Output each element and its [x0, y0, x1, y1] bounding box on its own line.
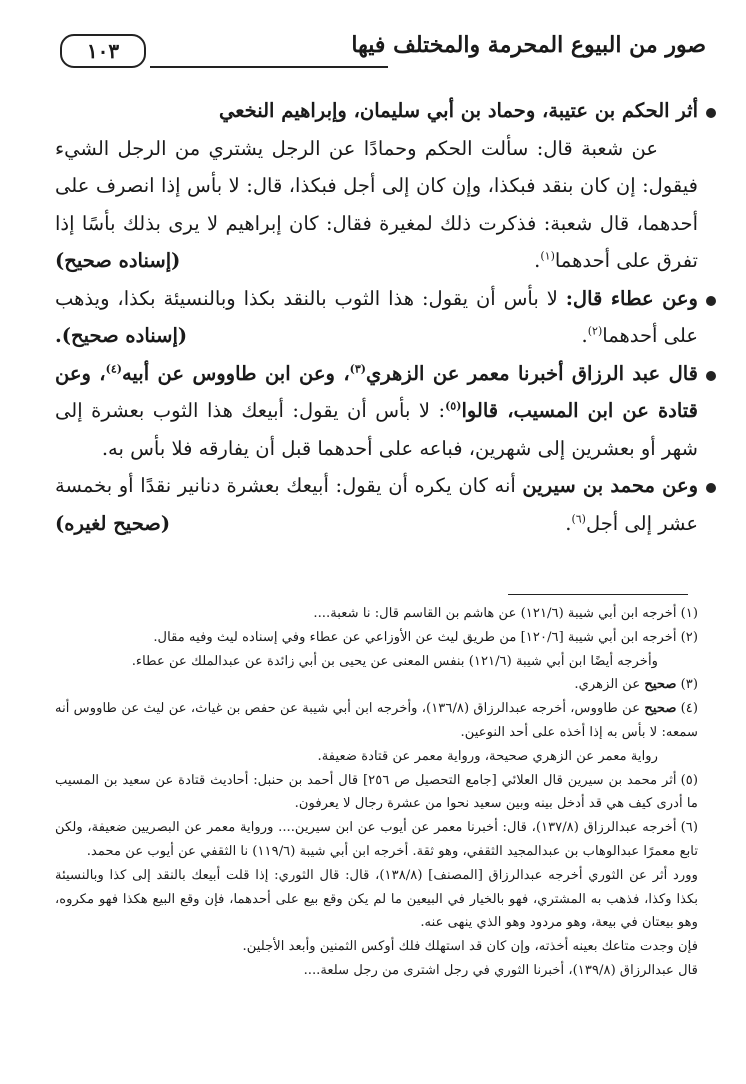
page-number-badge	[60, 34, 146, 68]
footnote-ref: (٥)	[445, 399, 462, 413]
footnote-continuation: فإن وجدت متاعك بعينه أخذته، وإن كان قد استهلك فلك أوكس الثمنين وأبعد الأجلين.	[242, 939, 698, 955]
lead-text: وعن محمد بن سيرين	[522, 474, 698, 497]
footnote-number: (٤)	[680, 701, 698, 717]
footnote-continuation: رواية معمر عن الزهري صحيحة، ورواية معمر عن قتادة ضعيفة.	[317, 748, 658, 764]
main-text	[55, 92, 698, 542]
footnote-number: (١)	[680, 606, 698, 621]
paragraph-text: لا بأس أن يقول: هذا الثوب بالنقد بكذا وبالنسيئة بكذا، ويذهب على أحدهما	[55, 286, 698, 347]
section-hakam	[55, 92, 698, 280]
bullet-icon	[706, 296, 716, 306]
lead-text: قال عبد الرزاق أخبرنا معمر عن الزهري	[366, 361, 699, 385]
footnote-number: (٥)	[680, 772, 698, 788]
footnote-continuation: وورد أثر عن الثوري أخرجه عبدالرزاق [المصنف] (١٣٨/٨)، قال: قال الثوري: إذا قلت أبيعك بالنقد إلى كذا وبالنسيئة بكذا وكذا، فذهب به المشتري، فهو بالخيار في البيعين ما لم يكن وقع بيع على أحدهما، فإن وقع البيع هكذا فهو مكروه، وهو بيعتان في بيعة، وهو مردود وهو الذي ينهى عنه.	[55, 867, 699, 931]
footnote-divider	[508, 594, 688, 595]
bullet-icon	[706, 108, 716, 118]
footnote-ref: (٦)	[571, 512, 586, 525]
footnote-ref: (٤)	[105, 362, 122, 375]
section-heading: أثر الحكم بن عتيبة، وحماد بن أبي سليمان، وإبراهيم النخعي	[218, 99, 698, 122]
footnote: (٤)صحيح عن طاووس، أخرجه عبدالرزاق (١٣٦/٨)، وأخرجه ابن أبي شيبة عن حفص بن غياث، عن ليث عن طاووس أنه سمعه: لا بأس به إذا أخذه على أحد النوعين.	[55, 701, 698, 740]
grading-label: (إسناده صحيح).	[55, 324, 188, 347]
section-ibn-sirin	[55, 467, 698, 542]
paragraph: وعن عطاء قال: لا بأس أن يقول: هذا الثوب بالنقد بكذا وبالنسيئة بكذا، ويذهب على أحدهما$^{(٢)}$. (إسناده صحيح).	[55, 280, 698, 355]
footnote-number: (٣)	[680, 677, 698, 693]
footnote: (١)أخرجه ابن أبي شيبة (١٢١/٦) عن هاشم بن القاسم قال: نا شعبة....	[313, 606, 698, 621]
section-ata	[55, 280, 698, 355]
footnote-number: (٦)	[680, 820, 698, 836]
running-title: صور من البيوع المحرمة والمختلف فيها	[351, 32, 706, 58]
footnote-ref: (٣)	[349, 362, 367, 375]
bullet-icon	[706, 371, 716, 381]
footnote-ref: (٢)	[587, 324, 603, 338]
paragraph-text: : لا بأس أن يقول: أبيعك هذا الثوب بعشرة إلى شهر أو بعشرين إلى شهرين، فباعه على أحدهما قبل أن يفارقه فلا بأس به.	[55, 399, 698, 460]
footnote-ref: (١)	[540, 249, 555, 263]
footnote: (٦)أخرجه عبدالرزاق (١٣٧/٨)، قال: أخبرنا معمر عن أيوب عن ابن سيرين.... ورواية معمر عن البصريين ضعيفة، ولكن تابع معمرًا عبدالوهاب بن عبدالمجيد الثقفي، وهو ثقة. أخرجه ابن أبي شيبة (١١٩/٦) نا الثقفي عن أيوب عن محمد.	[55, 820, 698, 859]
footnote: (٥)أثر محمد بن سيرين قال العلائي [جامع التحصيل ص ٢٥٦] قال أحمد بن حنبل: أحاديث قتادة عن سعيد بن المسيب ما أدرى كيف هي قد أدخل بينه وبين سعيد نحوا من عشرة رجال لا يعرفون.	[55, 772, 698, 812]
paragraph: وعن محمد بن سيرين أنه كان يكره أن يقول: أبيعك بعشرة دنانير نقدًا أو بخمسة عشر إلى أجل$^{(٦)}$. (صحيح لغيره)	[55, 467, 698, 542]
footnote: (٣)صحيح عن الزهري.	[574, 677, 698, 693]
footnote: (٢)أخرجه ابن أبي شيبة [١٢٠/٦] من طريق ليث عن الأوزاعي عن عطاء وفي إسناده ليث وفيه مقال.	[153, 629, 698, 645]
paragraph-text: عن شعبة قال: سألت الحكم وحمادًا عن الرجل يشتري من الرجل الشيء فيقول: إن كان بنقد فبكذا، وإن كان إلى أجل فبكذا، قال: لا بأس إذا انصرف على أحدهما، قال شعبة: فذكرت ذلك لمغيرة فقال: كان إبراهيم لا يرى بذلك بأسًا إذا تفرق على أحدهما	[55, 136, 698, 272]
running-header	[60, 30, 706, 70]
paragraph: قال عبد الرزاق أخبرنا معمر عن الزهري$^{(٣)}$، وعن ابن طاووس عن أبيه$^{(٤)}$، وعن قتادة عن ابن المسيب، قالوا$^{(٥)}$: لا بأس أن يقول: أبيعك هذا الثوب بعشرة إلى شهر أو بعشرين إلى شهرين، فباعه على أحدهما قبل أن يفارقه فلا بأس به.	[55, 361, 699, 460]
footnote-number: (٢)	[680, 629, 698, 645]
paragraph: عن شعبة قال: سألت الحكم وحمادًا عن الرجل يشتري من الرجل الشيء فيقول: إن كان بنقد فبكذا، وإن كان إلى أجل فبكذا، قال: لا بأس إذا انصرف على أحدهما، قال شعبة: فذكرت ذلك لمغيرة فقال: كان إبراهيم لا يرى بذلك بأسًا إذا تفرق على أحدهما$^{(١)}$. (إسناده صحيح)	[55, 130, 698, 280]
header-rule	[150, 66, 388, 68]
footnotes	[55, 602, 698, 983]
section-abdurrazzaq	[55, 355, 698, 468]
footnote-continuation: قال عبدالرزاق (١٣٩/٨)، أخبرنا الثوري في رجل اشترى من رجل سلعة....	[303, 962, 698, 978]
grading-label: (إسناده صحيح)	[55, 249, 181, 272]
bullet-icon	[706, 483, 716, 493]
paragraph-text: أنه كان يكره أن يقول: أبيعك بعشرة دنانير نقدًا أو بخمسة عشر إلى أجل	[55, 474, 698, 535]
grading-label: (صحيح لغيره)	[55, 511, 171, 535]
page-number: ١٠٣	[86, 39, 120, 63]
footnote-continuation: وأخرجه أيضًا ابن أبي شيبة (١٢١/٦) بنفس المعنى عن يحيى بن أبي زائدة عن عبدالملك عن عطاء.	[131, 653, 658, 669]
lead-text: وعن عطاء قال:	[565, 286, 698, 310]
